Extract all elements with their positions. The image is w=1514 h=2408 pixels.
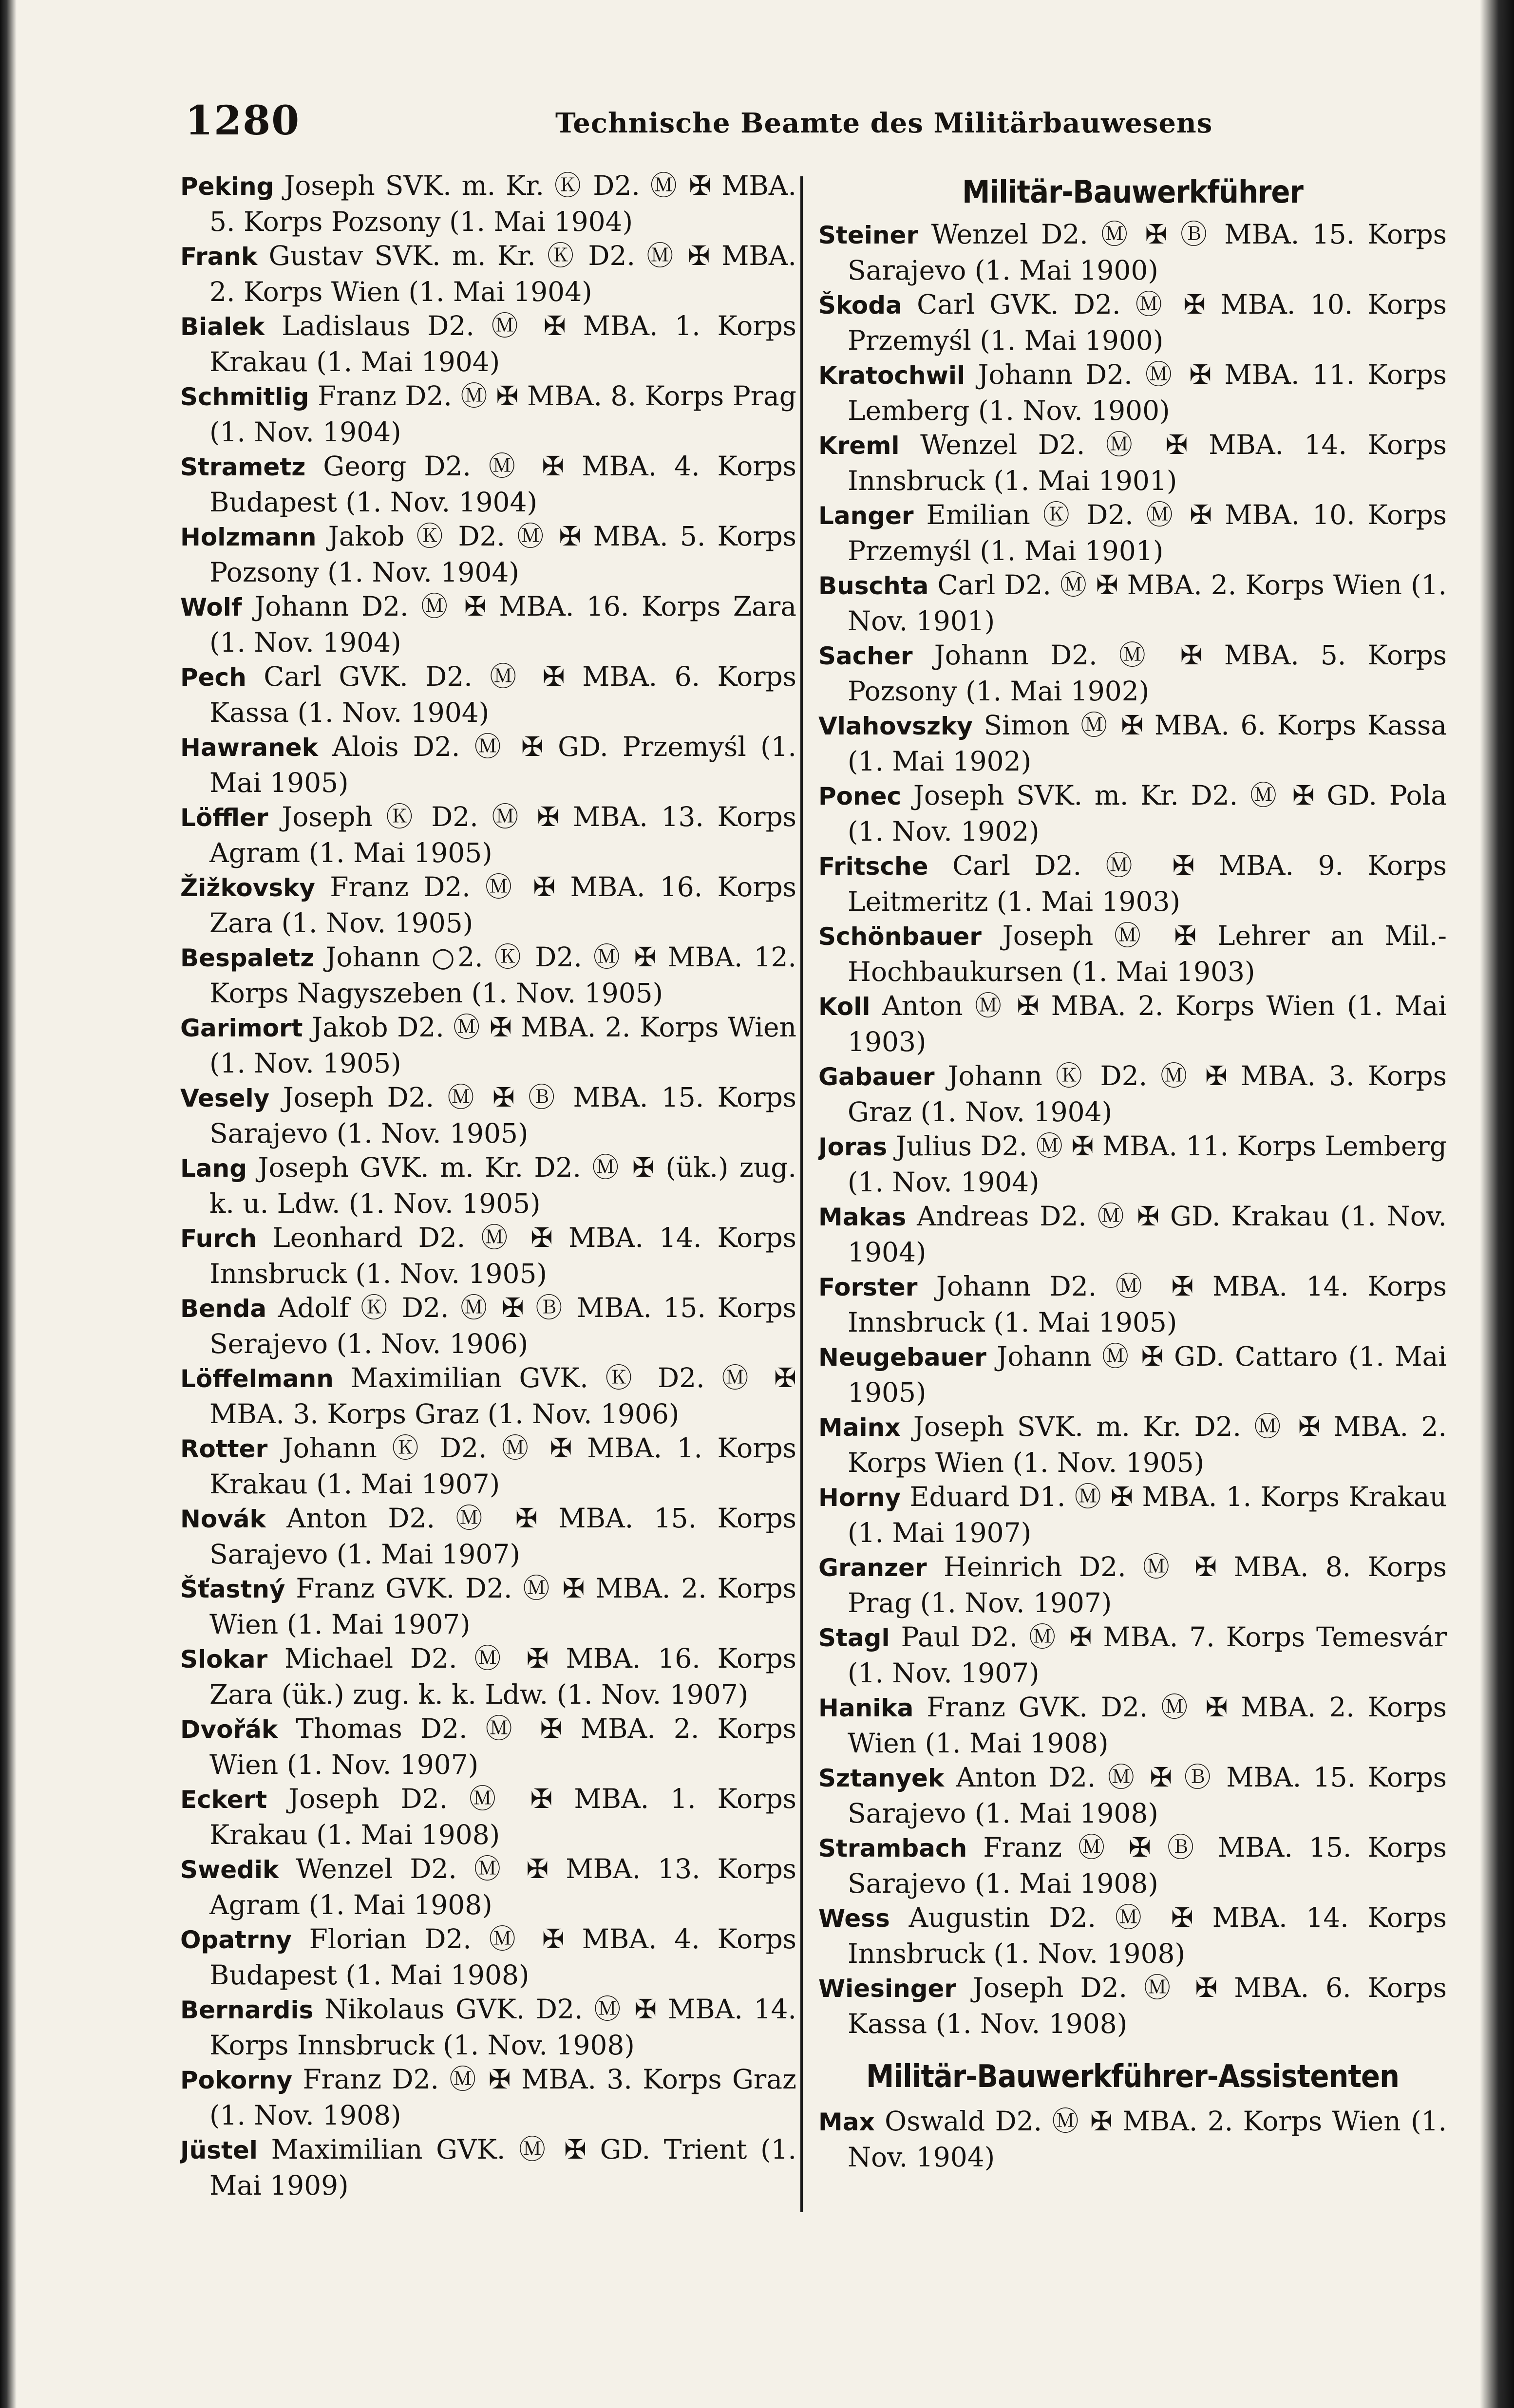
entry-details: Ladislaus D2. Ⓜ ✠ MBA. 1. Korps Krakau (1. Mai 1904) [209,310,796,377]
list-entry [818,1409,1447,1479]
bauwerkfuehrer-list [818,217,1447,2040]
entry-surname: Dvořák [180,1715,278,1744]
entry-surname: Frank [180,243,258,271]
entry-details: Johann Ⓜ ✠ GD. Cattaro (1. Mai 1905) [848,1341,1447,1408]
list-entry [180,2062,796,2132]
entry-surname: Mainx [818,1413,901,1442]
entry-details: Johann ○2. Ⓚ D2. Ⓜ ✠ MBA. 12. Korps Nagyszeben (1. Nov. 1905) [209,941,796,1009]
scan-edge-left [0,0,17,2408]
entry-details: Joseph SVK. m. Kr. D2. Ⓜ ✠ MBA. 2. Korps Wien (1. Nov. 1905) [848,1411,1447,1478]
list-entry [180,449,796,519]
entry-details: Carl D2. Ⓜ ✠ MBA. 9. Korps Leitmeritz (1. Mai 1903) [848,850,1447,917]
entry-details: Paul D2. Ⓜ ✠ MBA. 7. Korps Temesvár (1. Nov. 1907) [848,1621,1447,1689]
entry-details: Thomas D2. Ⓜ ✠ MBA. 2. Korps Wien (1. Nov. 1907) [209,1713,796,1780]
entry-details: Heinrich D2. Ⓜ ✠ MBA. 8. Korps Prag (1. Nov. 1907) [848,1551,1447,1618]
entry-details: Carl D2. Ⓜ ✠ MBA. 2. Korps Wien (1. Nov. 1901) [848,569,1447,637]
section-heading-bauwerkfuehrer: Militär-Bauwerkführer [962,174,1303,210]
list-entry [180,659,796,729]
entry-details: Wenzel D2. Ⓜ ✠ Ⓑ MBA. 15. Korps Sarajevo (1. Mai 1900) [848,219,1447,286]
entry-details: Johann D2. Ⓜ ✠ MBA. 11. Korps Lemberg (1. Nov. 1900) [848,359,1447,426]
list-entry [180,1430,796,1501]
entry-surname: Stagl [818,1624,890,1652]
entry-details: Maximilian GVK. Ⓚ D2. Ⓜ ✠ MBA. 3. Korps Graz (1. Nov. 1906) [209,1362,796,1430]
entry-details: Georg D2. Ⓜ ✠ MBA. 4. Korps Budapest (1. Nov. 1904) [209,451,796,518]
column-divider [800,176,803,2212]
list-entry [818,1830,1447,1900]
entry-surname: Sztanyek [818,1764,945,1792]
list-entry [818,1549,1447,1619]
list-entry [818,1970,1447,2040]
entry-surname: Rotter [180,1435,268,1463]
entry-details: Adolf Ⓚ D2. Ⓜ ✠ Ⓑ MBA. 15. Korps Serajevo (1. Nov. 1906) [209,1292,796,1359]
page-number: 1280 [185,97,301,144]
entry-details: Johann Ⓚ D2. Ⓜ ✠ MBA. 3. Korps Graz (1. Nov. 1904) [848,1060,1447,1128]
entry-surname: Novák [180,1505,266,1533]
list-entry [818,427,1447,497]
entry-surname: Bernardis [180,1996,314,2024]
entry-surname: Bespaletz [180,944,315,972]
entry-details: Johann D2. Ⓜ ✠ MBA. 14. Korps Innsbruck (1. Mai 1905) [848,1271,1447,1338]
list-entry [818,1269,1447,1339]
list-entry [818,638,1447,708]
list-entry [180,1711,796,1781]
list-entry [818,708,1447,778]
entry-details: Franz D2. Ⓜ ✠ MBA. 8. Korps Prag (1. Nov. 1904) [209,380,796,448]
left-column [180,168,796,2202]
entry-details: Joseph D2. Ⓜ ✠ MBA. 1. Korps Krakau (1. Mai 1908) [209,1783,796,1850]
entry-surname: Slokar [180,1645,268,1674]
entry-surname: Strambach [818,1834,967,1862]
entry-surname: Ponec [818,782,902,810]
entry-surname: Joras [818,1133,888,1161]
list-entry [818,497,1447,567]
entry-details: Carl GVK. D2. Ⓜ ✠ MBA. 6. Korps Kassa (1. Nov. 1904) [209,661,796,728]
list-entry [818,1690,1447,1760]
entry-details: Anton D2. Ⓜ ✠ MBA. 15. Korps Sarajevo (1. Mai 1907) [209,1503,796,1570]
entry-surname: Holzmann [180,523,317,551]
entry-details: Wenzel D2. Ⓜ ✠ MBA. 14. Korps Innsbruck (1. Mai 1901) [848,429,1447,496]
entry-surname: Forster [818,1273,918,1301]
entry-surname: Löffler [180,804,268,832]
list-entry [818,1760,1447,1830]
list-entry [180,1220,796,1290]
entry-details: Johann Ⓚ D2. Ⓜ ✠ MBA. 1. Korps Krakau (1. Mai 1907) [209,1432,796,1500]
entry-details: Julius D2. Ⓜ ✠ MBA. 11. Korps Lemberg (1. Nov. 1904) [848,1130,1447,1198]
entry-details: Joseph Ⓜ ✠ Lehrer an Mil.-Hochbaukursen (1. Mai 1903) [848,920,1447,987]
entry-details: Johann D2. Ⓜ ✠ MBA. 5. Korps Pozsony (1. Mai 1902) [848,640,1447,707]
list-entry [818,1339,1447,1409]
entry-surname: Kreml [818,432,900,460]
list-entry [180,1010,796,1080]
entry-details: Franz GVK. D2. Ⓜ ✠ MBA. 2. Korps Wien (1. Mai 1907) [209,1573,796,1640]
assistenten-list [818,2104,1447,2174]
entry-surname: Langer [818,502,914,530]
list-entry [180,1571,796,1641]
entry-details: Joseph D2. Ⓜ ✠ Ⓑ MBA. 15. Korps Sarajevo (1. Nov. 1905) [209,1082,796,1149]
list-entry [180,1150,796,1220]
list-entry [180,168,796,238]
entry-details: Wenzel D2. Ⓜ ✠ MBA. 13. Korps Agram (1. Mai 1908) [209,1853,796,1920]
list-entry [180,869,796,940]
entry-surname: Wiesinger [818,1975,957,2003]
list-entry [180,1290,796,1360]
entry-details: Michael D2. Ⓜ ✠ MBA. 16. Korps Zara (ük.) zug. k. k. Ldw. (1. Nov. 1907) [209,1643,796,1710]
right-column [818,168,1447,2174]
list-entry [180,1781,796,1851]
entry-surname: Pech [180,663,246,692]
entry-surname: Škoda [818,291,902,320]
entry-details: Simon Ⓜ ✠ MBA. 6. Korps Kassa (1. Mai 1902) [848,710,1447,777]
list-entry [818,1129,1447,1199]
entry-details: Joseph SVK. m. Kr. D2. Ⓜ ✠ GD. Pola (1. Nov. 1902) [848,780,1447,847]
entry-details: Emilian Ⓚ D2. Ⓜ ✠ MBA. 10. Korps Przemyśl (1. Mai 1901) [848,499,1447,566]
entry-details: Anton D2. Ⓜ ✠ Ⓑ MBA. 15. Korps Sarajevo (1. Mai 1908) [848,1762,1447,1829]
entry-surname: Opatrny [180,1926,292,1954]
list-entry [180,378,796,449]
list-entry [180,2132,796,2202]
entry-surname: Gabauer [818,1063,935,1091]
list-entry [180,1641,796,1711]
list-entry [180,1501,796,1571]
entry-surname: Wolf [180,593,242,621]
entry-surname: Hanika [818,1694,914,1722]
entry-surname: Furch [180,1224,257,1253]
list-entry [180,1851,796,1921]
list-entry [818,357,1447,427]
entry-surname: Šťastný [180,1575,285,1603]
entry-surname: Kratochwil [818,361,965,390]
entry-surname: Peking [180,172,274,201]
entry-details: Franz Ⓜ ✠ Ⓑ MBA. 15. Korps Sarajevo (1. Mai 1908) [848,1832,1447,1899]
list-entry [180,589,796,659]
list-entry [818,287,1447,357]
entry-surname: Sacher [818,642,913,670]
entry-details: Augustin D2. Ⓜ ✠ MBA. 14. Korps Innsbruck (1. Nov. 1908) [848,1902,1447,1969]
entry-surname: Koll [818,993,871,1021]
list-entry [818,918,1447,988]
entry-details: Leonhard D2. Ⓜ ✠ MBA. 14. Korps Innsbruck (1. Nov. 1905) [209,1222,796,1289]
section-heading-assistenten: Militär-Bauwerkführer-Assistenten [866,2059,1399,2095]
entry-details: Joseph Ⓚ D2. Ⓜ ✠ MBA. 13. Korps Agram (1. Mai 1905) [209,801,796,868]
entry-details: Gustav SVK. m. Kr. Ⓚ D2. Ⓜ ✠ MBA. 2. Korps Wien (1. Mai 1904) [209,240,796,307]
entry-details: Joseph D2. Ⓜ ✠ MBA. 6. Korps Kassa (1. Nov. 1908) [848,1972,1447,2039]
entry-details: Jakob Ⓚ D2. Ⓜ ✠ MBA. 5. Korps Pozsony (1. Nov. 1904) [209,521,796,588]
list-entry [180,729,796,799]
entry-details: Oswald D2. Ⓜ ✠ MBA. 2. Korps Wien (1. Nov. 1904) [848,2106,1447,2173]
entry-surname: Strametz [180,453,306,481]
list-entry [818,1479,1447,1549]
list-entry [818,567,1447,638]
entry-details: Carl GVK. D2. Ⓜ ✠ MBA. 10. Korps Przemyśl (1. Mai 1900) [848,289,1447,356]
entry-details: Joseph SVK. m. Kr. Ⓚ D2. Ⓜ ✠ MBA. 5. Korps Pozsony (1. Mai 1904) [209,170,796,237]
entry-surname: Jüstel [180,2136,258,2164]
list-entry [818,1900,1447,1970]
entry-surname: Vesely [180,1084,270,1112]
list-entry [180,940,796,1010]
list-entry [818,848,1447,918]
entry-surname: Schmitlig [180,383,309,411]
entry-details: Andreas D2. Ⓜ ✠ GD. Krakau (1. Nov. 1904) [848,1201,1447,1268]
scan-edge-right [1480,0,1514,2408]
list-entry [180,1992,796,2062]
entry-surname: Max [818,2108,875,2136]
entry-surname: Granzer [818,1554,927,1582]
list-entry [180,1080,796,1150]
running-title: Technische Beamte des Militärbauwesens [555,107,1213,139]
entry-details: Florian D2. Ⓜ ✠ MBA. 4. Korps Budapest (1. Mai 1908) [209,1923,796,1991]
list-entry [180,519,796,589]
entry-surname: Makas [818,1203,907,1231]
list-entry [180,1360,796,1430]
entry-surname: Vlahovszky [818,712,973,740]
entry-details: Franz D2. Ⓜ ✠ MBA. 16. Korps Zara (1. Nov. 1905) [209,871,796,939]
entry-surname: Wess [818,1904,890,1933]
entry-details: Maximilian GVK. Ⓜ ✠ GD. Trient (1. Mai 1909) [209,2134,796,2201]
entry-surname: Pokorny [180,2066,293,2094]
entry-surname: Garimort [180,1014,303,1042]
entry-surname: Benda [180,1295,267,1323]
entry-details: Joseph GVK. m. Kr. D2. Ⓜ ✠ (ük.) zug. k. u. Ldw. (1. Nov. 1905) [209,1152,796,1219]
list-entry [818,988,1447,1058]
entry-surname: Žižkovsky [180,874,315,902]
list-entry [818,1619,1447,1690]
entry-surname: Eckert [180,1786,267,1814]
entry-surname: Bialek [180,313,265,341]
entry-surname: Schönbauer [818,922,982,951]
entry-surname: Hawranek [180,734,318,762]
list-entry [180,1921,796,1992]
list-entry [818,217,1447,287]
entry-surname: Buschta [818,572,929,600]
entry-surname: Fritsche [818,852,928,881]
entry-surname: Löffelmann [180,1365,334,1393]
list-entry [818,1199,1447,1269]
page-header [185,93,1476,146]
entry-details: Johann D2. Ⓜ ✠ MBA. 16. Korps Zara (1. Nov. 1904) [209,591,796,658]
entry-surname: Neugebauer [818,1343,986,1372]
list-entry [818,778,1447,848]
list-entry [180,799,796,869]
entry-details: Franz GVK. D2. Ⓜ ✠ MBA. 2. Korps Wien (1. Mai 1908) [848,1692,1447,1759]
list-entry [818,2104,1447,2174]
list-entry [180,308,796,378]
entry-surname: Swedik [180,1856,279,1884]
entry-details: Franz D2. Ⓜ ✠ MBA. 3. Korps Graz (1. Nov. 1908) [209,2064,796,2131]
entry-surname: Horny [818,1484,901,1512]
entry-details: Alois D2. Ⓜ ✠ GD. Przemyśl (1. Mai 1905) [209,731,796,798]
entry-surname: Lang [180,1154,247,1183]
list-entry [180,238,796,308]
list-entry [818,1058,1447,1129]
entry-details: Jakob D2. Ⓜ ✠ MBA. 2. Korps Wien (1. Nov. 1905) [209,1012,796,1079]
entry-details: Nikolaus GVK. D2. Ⓜ ✠ MBA. 14. Korps Innsbruck (1. Nov. 1908) [209,1994,796,2061]
entry-details: Anton Ⓜ ✠ MBA. 2. Korps Wien (1. Mai 1903) [848,990,1447,1057]
entry-details: Eduard D1. Ⓜ ✠ MBA. 1. Korps Krakau (1. Mai 1907) [848,1481,1447,1548]
entry-surname: Steiner [818,221,919,249]
